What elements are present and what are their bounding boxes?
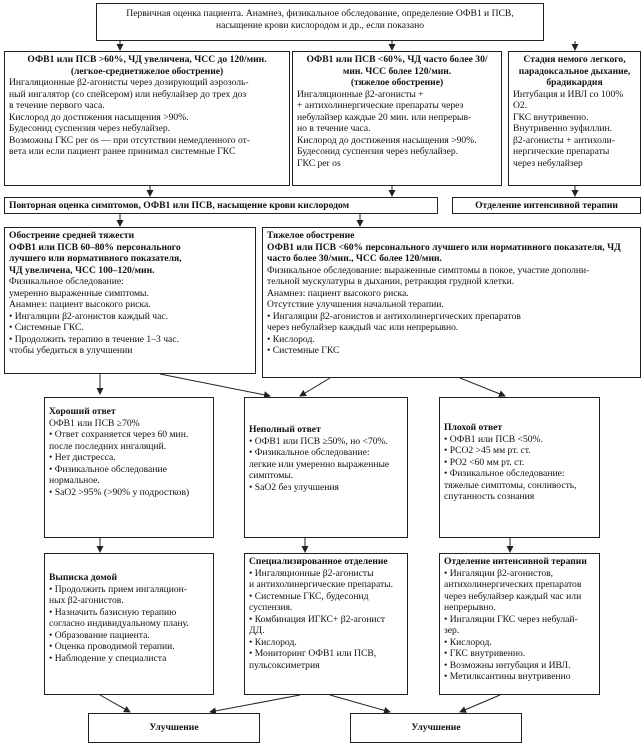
severe-exacerbation-body: Ингаляционные β2-агонисты + + антихолинергические препараты через небулайзер каждые 20 мин. или непрерыв- но в течение часа. Кислород до достижения насыщения >90%. Будесонид суспензия через небулайзер. ГКС per os bbox=[297, 88, 477, 169]
discharge-home-title: Выписка домой bbox=[49, 572, 117, 583]
improvement-left-label: Улучшение bbox=[149, 722, 199, 733]
specialized-ward-box bbox=[244, 553, 408, 695]
poor-response-box bbox=[439, 397, 600, 538]
discharge-home-body: • Продолжить прием ингаляцион- ных β2-агонистов. • Назначить базисную терапию согласно индивидуальному плану. • Образование пациента. • Оценка проводимой терапии. • Наблюдение у специалиста bbox=[49, 583, 189, 664]
moderate-exacerbation-title: Обострение средней тяжести bbox=[9, 230, 135, 241]
mild-exacerbation-box bbox=[4, 51, 290, 186]
mild-exacerbation-body: Ингаляционные β2-агонисты через дозирующий аэрозоль- ный ингалятор (со спейсером) или небулайзер до трех доз в течение первого часа. Кислород до достижения насыщения >90%. Будесонид суспензия через небулайзер. Возможны ГКС per os — при отсутствии немедленного от- вета или если пациент ранее принимал системные ГКС bbox=[9, 77, 251, 157]
specialized-ward-title: Специализированное отделение bbox=[249, 556, 388, 567]
good-response-box bbox=[44, 397, 214, 538]
icu-top-box bbox=[452, 197, 641, 214]
heavy-exacerbation-title: Тяжелое обострение bbox=[267, 230, 355, 241]
mild-exacerbation-title: ОФВ1 или ПСВ >60%, ЧД увеличена, ЧСС до 120/мин. (легкое-среднетяжелое обострение) bbox=[27, 54, 267, 77]
severe-exacerbation-title: ОФВ1 или ПСВ <60%, ЧД часто более 30/ мин. ЧСС более 120/мин. (тяжелое обострение) bbox=[306, 54, 488, 88]
icu-bottom-box bbox=[439, 553, 600, 695]
reassessment-label: Повторная оценка симптомов, ОФВ1 или ПСВ, насыщение крови кислородом bbox=[9, 200, 350, 211]
moderate-exacerbation-box bbox=[4, 227, 256, 374]
heavy-exacerbation-box bbox=[262, 227, 641, 378]
partial-response-body: • ОФВ1 или ПСВ ≥50%, но <70%. • Физикальное обследование: легкие или умеренно выраженные симптомы. • SaO2 без улучшения bbox=[249, 435, 390, 493]
improvement-right-label: Улучшение bbox=[411, 722, 461, 733]
initial-assessment-box bbox=[96, 3, 544, 41]
critical-stage-title: Стадия немого легкого, парадоксальное дыхание, брадикардия bbox=[518, 54, 631, 88]
icu-bottom-body: • Ингаляции β2-агонистов, антихолинергических препаратов через небулайзер каждый час или непрерывно. • Ингаляции ГКС через небулай- зер. • Кислород. • ГКС внутривенно. • Возможны интубация и ИВЛ. • Метилксантины внутривенно bbox=[444, 567, 582, 682]
improvement-right-box bbox=[350, 713, 522, 743]
moderate-exacerbation-body: Физикальное обследование: умеренно выраженные симптомы. Анамнез: пациент высокого риска. • Ингаляции β2-агонистов каждый час. • Системные ГКС. • Продолжить терапию в течение 1–3 час. чтобы убедиться в улучшении bbox=[9, 276, 179, 356]
moderate-exacerbation-subtitle: ОФВ1 или ПСВ 60–80% персонального лучшего или нормативного показателя, ЧД увеличена, ЧСС 100–120/мин. bbox=[9, 241, 182, 276]
critical-stage-box bbox=[508, 51, 641, 186]
severe-exacerbation-box bbox=[292, 51, 502, 186]
icu-bottom-title: Отделение интенсивной терапии bbox=[444, 556, 587, 567]
reassessment-box bbox=[4, 197, 438, 214]
specialized-ward-body: • Ингаляционные β2-агонисты и антихолинергические препараты. • Системные ГКС, будесонид суспензия. • Комбинация ИГКС+ β2-агонист ДД. • Кислород. • Мониторинг ОФВ1 или ПСВ, пульсоксиметрия bbox=[249, 567, 393, 671]
discharge-home-box bbox=[44, 553, 214, 695]
icu-top-label: Отделение интенсивной терапии bbox=[475, 200, 618, 211]
partial-response-title: Неполный ответ bbox=[249, 424, 321, 435]
poor-response-title: Плохой ответ bbox=[444, 422, 503, 433]
initial-assessment-text: Первичная оценка пациента. Анамнез, физикальное обследование, определение ОФВ1 и ПСВ, насыщение крови кислородом и др., если показано bbox=[126, 8, 514, 31]
good-response-title: Хороший ответ bbox=[49, 406, 116, 417]
heavy-exacerbation-body: Физикальное обследование: выраженные симптомы в покое, участие дополни- тельной мускулатуры в дыхании, ретракция грудной клетки. Анамнез: пациент высокого риска. Отсутствие улучшения начальной терапии. • Ингаляции β2-агонистов и антихолинергических препаратов через небулайзер каждый час или непрерывно. • Кислород. • Системные ГКС bbox=[267, 264, 590, 356]
heavy-exacerbation-subtitle: ОФВ1 или ПСВ <60% персонального лучшего или нормативного показателя, ЧД часто более 30/мин., ЧСС более 120/мин. bbox=[267, 241, 621, 264]
poor-response-body: • ОФВ1 или ПСВ <50%. • PCO2 >45 мм рт. ст. • PO2 <60 мм рт. ст. • Физикальное обследование: тяжелые симптомы, сонливость, спутанность сознания bbox=[444, 433, 577, 502]
good-response-body: ОФВ1 или ПСВ ≥70% • Ответ сохраняется через 60 мин. после последних ингаляций. • Нет дистресса. • Физикальное обследование нормальное. • SaO2 >95% (>90% у подростков) bbox=[49, 417, 190, 498]
partial-response-box bbox=[244, 397, 408, 538]
critical-stage-body: Интубация и ИВЛ со 100% O2. ГКС внутривенно. Внутривенно эуфиллин. β2-агонисты + антихоли- нергические препараты через небулайзер bbox=[513, 88, 624, 169]
improvement-left-box bbox=[88, 713, 260, 743]
